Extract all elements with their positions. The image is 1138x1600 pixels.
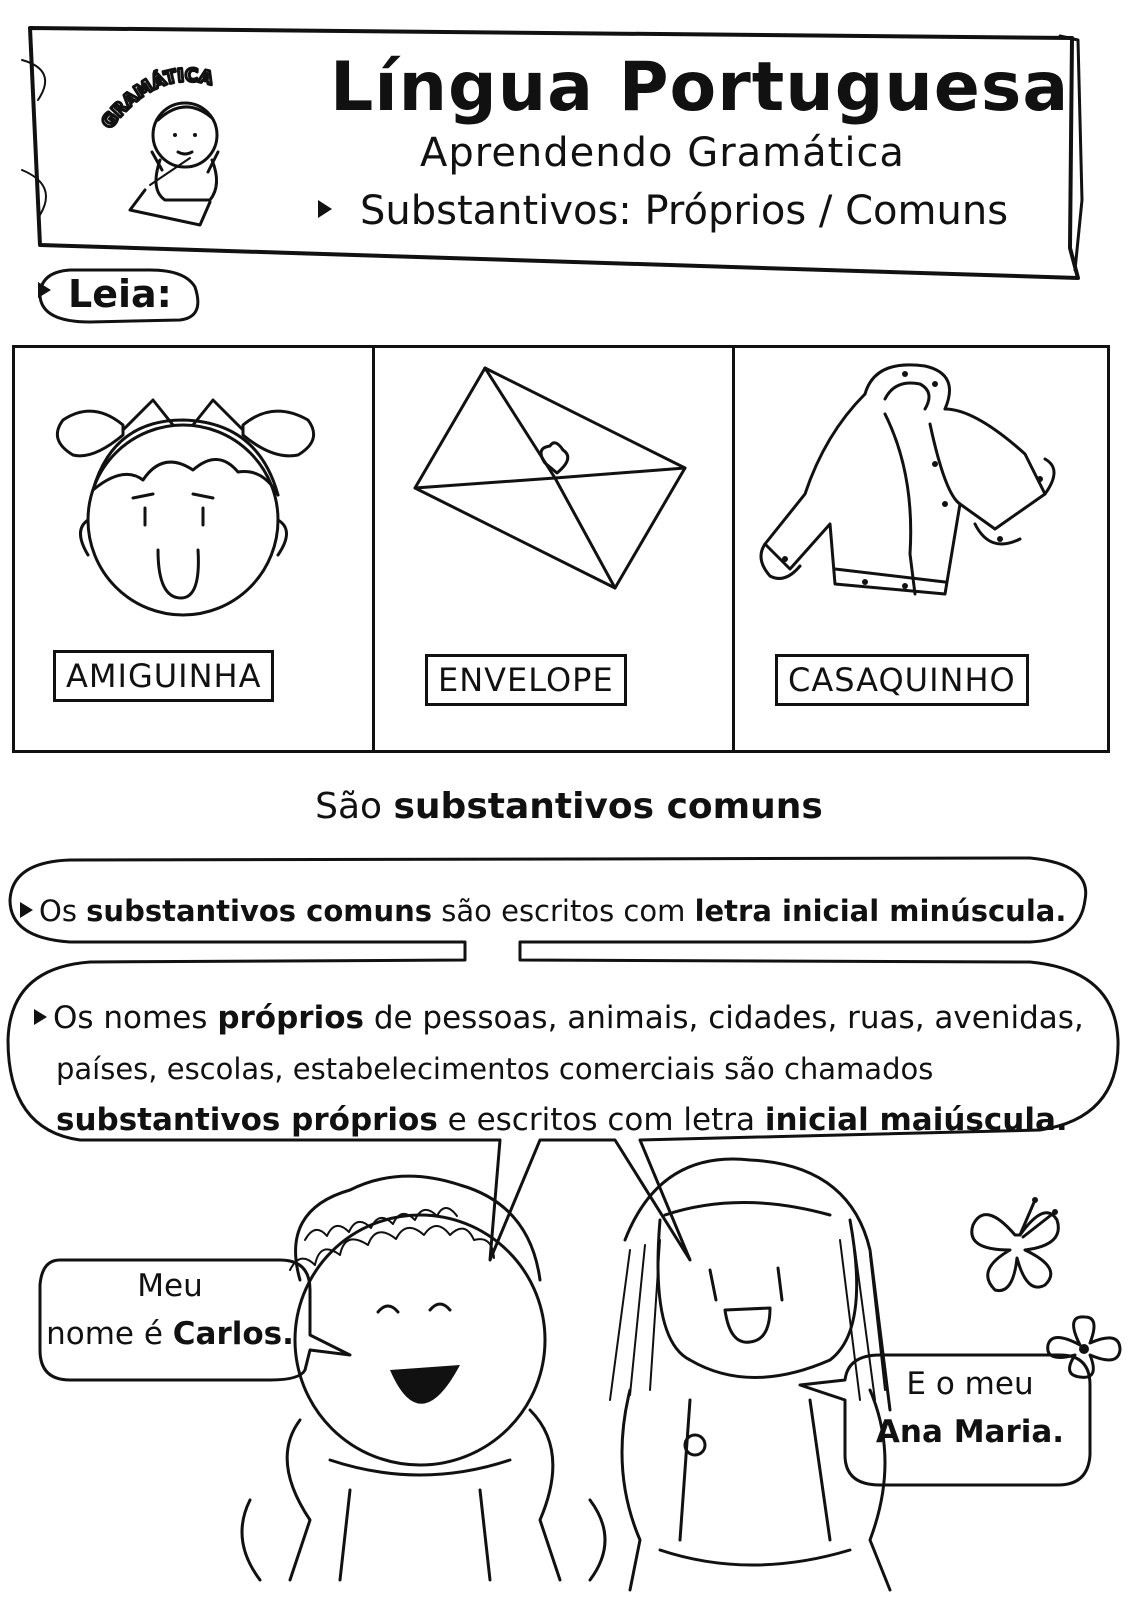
statement-prefix: São [315, 786, 383, 827]
proper-text-3b: e escritos com letra [447, 1102, 755, 1138]
grammar-kid-logo-icon [90, 40, 290, 230]
ana-speech-line-2 [855, 1408, 1085, 1456]
picture-cell-envelope [375, 348, 735, 750]
picture-grid [12, 345, 1110, 753]
page-title: Língua Portuguesa [330, 48, 1070, 127]
carlos-speech-2a: nome é [46, 1316, 163, 1352]
topic-arrow-icon [318, 200, 332, 218]
rule-text-2: substantivos comuns [86, 894, 433, 928]
carlos-speech-line-2 [40, 1310, 300, 1358]
word-amiguinha: AMIGUINHA [53, 650, 274, 702]
picture-cell-casaquinho [735, 348, 1107, 750]
common-nouns-statement [0, 786, 1138, 827]
proper-text-3c: inicial maiúscula. [764, 1102, 1068, 1138]
ana-speech-2: Ana Maria. [875, 1414, 1065, 1450]
topic-heading: Substantivos: Próprios / Comuns [360, 188, 1009, 234]
envelope-icon [405, 358, 705, 598]
common-nouns-rule [20, 886, 1066, 936]
carlos-speech-line-1: Meu [137, 1268, 203, 1304]
rule-text-4: letra inicial minúscula. [694, 894, 1067, 928]
word-casaquinho: CASAQUINHO [775, 654, 1029, 706]
butterfly-icon [965, 1190, 1075, 1300]
proper-rule-line-1 [34, 1000, 1084, 1036]
proper-text-1b: próprios [217, 1000, 364, 1036]
proper-text-1a: Os nomes [53, 1000, 208, 1036]
svg-text:GRAMÁTICA: GRAMÁTICA [97, 65, 215, 133]
proper-rule-line-2: países, escolas, estabelecimentos comerciais são chamados [56, 1052, 934, 1086]
rule-arrow-icon [20, 902, 33, 918]
word-envelope: ENVELOPE [425, 654, 627, 706]
rule-arrow-icon-2 [34, 1009, 47, 1025]
ana-speech-line-1: E o meu [906, 1366, 1034, 1402]
jacket-icon [745, 354, 1085, 614]
leia-arrow-icon [38, 282, 51, 298]
proper-text-3a: substantivos próprios [56, 1102, 438, 1138]
carlos-speech-2b: Carlos. [172, 1316, 294, 1352]
page-subtitle: Aprendendo Gramática [420, 130, 905, 176]
leia-label: Leia: [68, 272, 172, 316]
rule-text-3: são escritos com [441, 894, 686, 928]
proper-rule-line-3 [56, 1102, 1068, 1138]
girl-face-icon [33, 380, 353, 620]
proper-text-1c: de pessoas, animais, cidades, ruas, avenidas, [373, 1000, 1084, 1036]
rule-text-1: Os [39, 894, 77, 928]
picture-cell-amiguinha [15, 348, 375, 750]
statement-bold: substantivos comuns [393, 786, 823, 827]
